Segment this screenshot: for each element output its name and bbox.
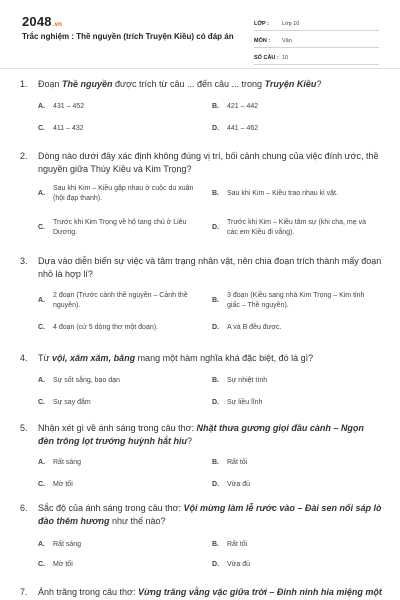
document-header [0,0,400,66]
info-label: MÔN : [254,38,271,44]
option-d[interactable]: D. A và B đều được. [212,324,282,331]
option-b[interactable]: B. Rất tối [212,541,248,548]
question-text: Sắc độ của ánh sáng trong câu thơ: Vội mừng làm lễ rước vào – Đài sen nối sáp lò đào thêm hương như thế nào? [38,503,382,526]
question-number: 7. [20,587,28,597]
question-text: Nhận xét gì về ánh sáng trong câu thơ: Nhặt thưa gương giọi đầu cành – Ngọn đèn trông lọt trướng huỳnh hắt hiu? [38,423,364,446]
option-d[interactable]: D. Trước khi Kim – Kiều tâm sự (khi cha, mẹ và các em Kiều đi vắng). [212,219,366,236]
header-divider [0,68,400,69]
option-c[interactable]: C. Trước khi Kim Trọng về hộ tang chú ở Liêu Dương. [38,219,187,236]
question-4 [20,352,382,406]
option-d[interactable]: D. Sự liều lĩnh [212,399,263,406]
option-b[interactable]: B. Sự nhiệt tình [212,377,268,384]
logo-suffix: .vn [52,22,63,28]
option-a[interactable]: A. Rất sáng [38,541,82,548]
question-text: Từ vội, xăm xăm, băng mang một hàm nghĩa khá đặc biệt, đó là gì? [38,353,314,363]
question-7 [20,586,382,599]
option-c[interactable]: C. Mờ tối [38,481,73,488]
info-value: Lớp 10 [282,21,300,27]
option-a[interactable]: A. Sự sốt sắng, bạo dạn [38,377,120,384]
question-1 [20,78,382,132]
question-2 [20,150,382,236]
logo-main: 2048 [22,14,52,29]
question-text: Dựa vào diễn biến sự việc và tâm trạng nhân vật, nên chia đoạn trích thành mấy đoạn nhỏ là hợp lí? [38,256,382,279]
question-5 [20,422,382,488]
option-b[interactable]: B. 3 đoạn (Kiều sang nhà Kim Trọng – Kim tỉnh giấc – Thề nguyền). [212,292,365,309]
option-a[interactable]: A. Rất sáng [38,459,82,466]
info-table [254,14,379,65]
option-a[interactable]: A. 431 – 452 [38,103,85,110]
question-number: 5. [20,423,28,433]
option-c[interactable]: C. 4 đoạn (cứ 5 dòng thơ một đoạn). [38,324,159,331]
question-6 [20,502,382,568]
option-d[interactable]: D. Vừa đủ [212,561,250,568]
question-text: Ánh trăng trong câu thơ: Vừng trăng vằng vặc giữa trời – Đinh ninh hia miệng một [38,587,382,597]
option-a[interactable]: A. Sau khi Kim – Kiều gặp nhau ở cuộc du xuân (hội đạp thanh). [38,185,194,202]
info-value: 10 [282,55,289,61]
page-title: Trắc nghiệm : Thề nguyền (trích Truyện Kiều) có đáp án [22,32,234,41]
question-number: 2. [20,151,28,161]
option-d[interactable]: D. Vừa đủ [212,481,250,488]
option-b[interactable]: B. Rất tối [212,459,248,466]
option-d[interactable]: D. 441 – 462 [212,125,259,132]
option-b[interactable]: B. Sau khi Kim – Kiều trao nhau kỉ vật. [212,190,338,197]
info-value: Văn [282,38,292,44]
info-row-subject [254,31,379,48]
question-number: 3. [20,256,28,266]
info-row-class [254,14,379,31]
option-c[interactable]: C. 411 – 432 [38,125,84,132]
question-number: 6. [20,503,28,513]
question-text: Dòng nào dưới đây xác định không đúng vị trí, bối cảnh chung của việc đính ước, thề nguyền giữa Thúy Kiều và Kim Trọng? [38,151,379,174]
info-row-count [254,48,379,65]
info-label: LỚP : [254,21,269,27]
option-c[interactable]: C. Mờ tối [38,561,73,568]
question-text: Đoạn Thề nguyền được trích từ câu ... đến câu ... trong Truyện Kiều? [38,79,322,89]
option-c[interactable]: C. Sự say đắm [38,399,91,406]
question-number: 1. [20,79,28,89]
option-b[interactable]: B. 421 – 442 [212,103,259,110]
question-3 [20,255,382,331]
info-label: SỐ CÂU : [254,55,279,61]
question-number: 4. [20,353,28,363]
site-logo[interactable] [22,14,62,29]
option-a[interactable]: A. 2 đoạn (Trước cảnh thề nguyền – Cảnh thề nguyền). [38,292,188,309]
